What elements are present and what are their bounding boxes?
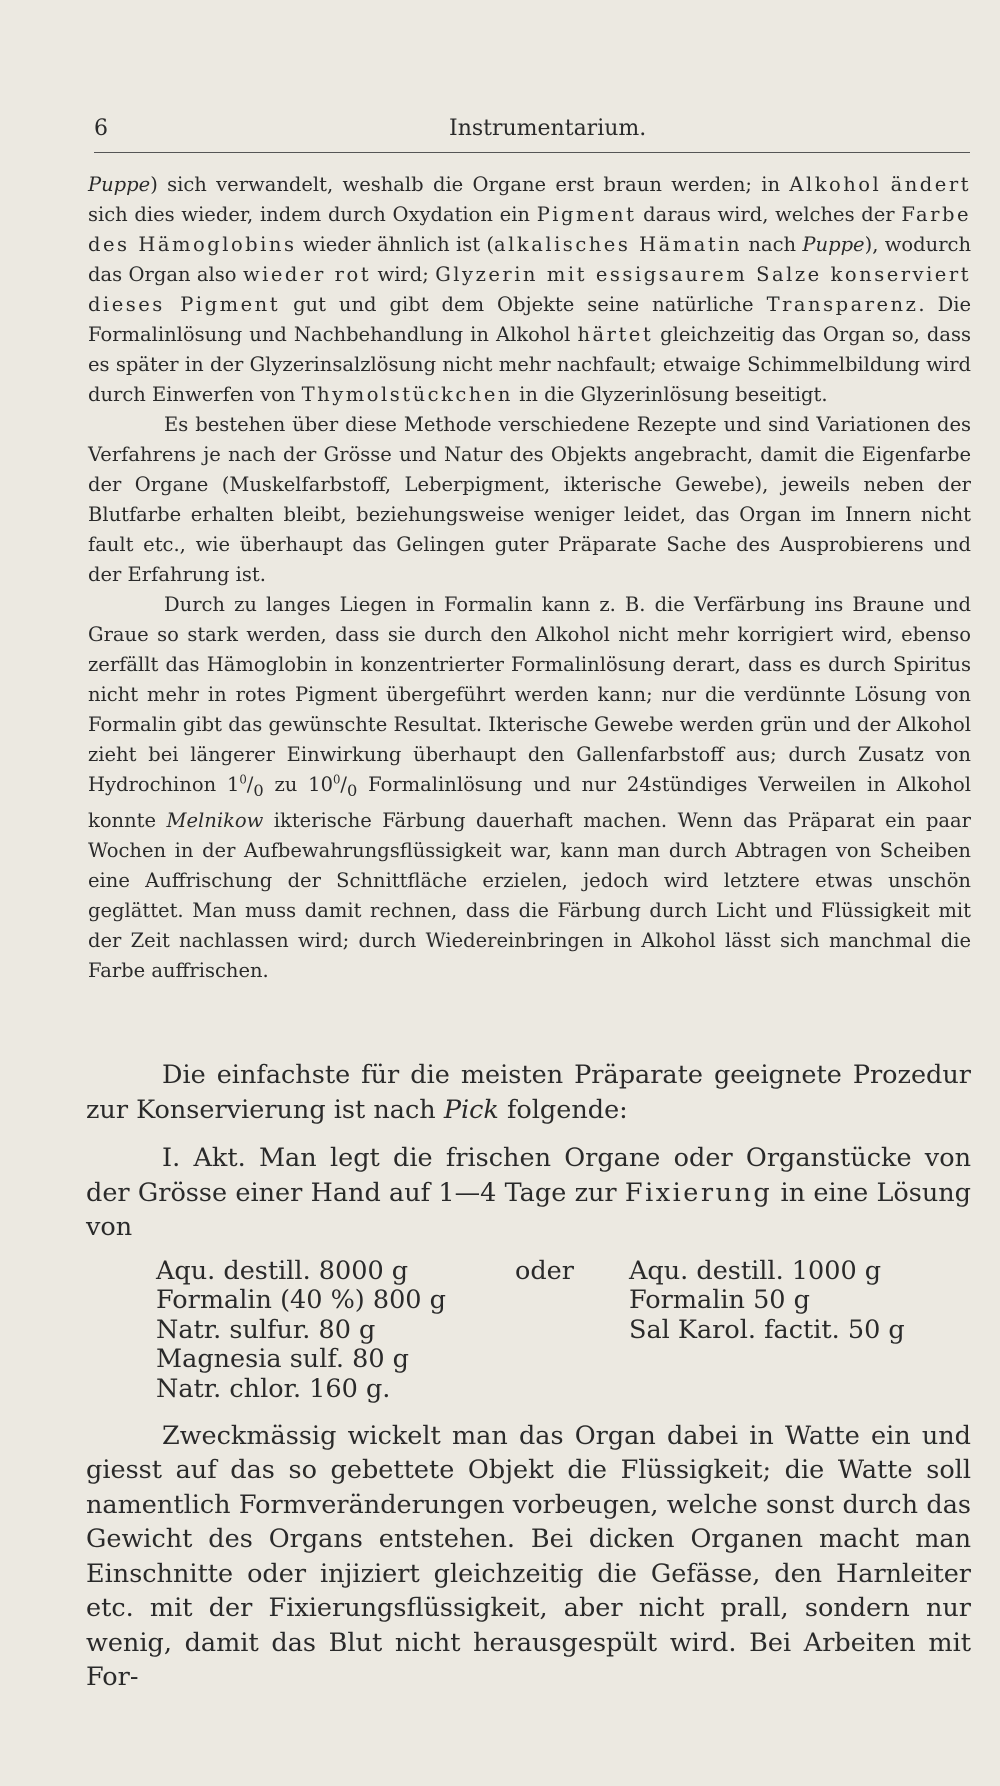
spaced-text: alkalisches Hämatin (494, 233, 743, 256)
italic-text: Puppe (802, 233, 865, 256)
small-print-section (88, 170, 971, 986)
recipe-line: Formalin (40 %) 800 g (156, 1285, 446, 1315)
recipe-line: Sal Karol. factit. 50 g (629, 1314, 905, 1345)
italic-text: Melnikow (166, 808, 264, 832)
paragraph: Puppe) sich verwandelt, weshalb die Organe erst braun werden; in Alkohol ändert sich dies wieder, indem durch Oxydation ein Pigment daraus wird, welches der Farbe des Hämoglobins wieder ähnlich ist (alkalisches Hämatin nach Puppe), wodurch das Organ also wieder rot wird; Glyzerin mit essigsaurem Salze konserviert dieses Pigment gut und gibt dem Objekte seine natürliche Transparenz. Die Formalinlösung und Nachbehandlung in Alkohol härtet gleichzeitig das Organ so, dass es später in der Glyzerinsalzlösung nicht mehr nachfault; etwaige Schimmelbildung wird durch Einwerfen von Thymolstückchen in die Glyzerinlösung beseitigt. (88, 173, 972, 406)
recipe-block (86, 1257, 971, 1409)
recipe-line: Natr. chlor. 160 g. (156, 1373, 391, 1404)
spaced-text: Thymolstückchen (301, 383, 513, 406)
page-header (94, 112, 970, 153)
paragraph: I. Akt. Man legt die frischen Organe oder Organstücke von der Grösse einer Hand auf 1—4 Tage zur Fixierung in eine Lösung von (86, 1143, 972, 1242)
recipe-oder: oder (515, 1255, 574, 1286)
recipe-right (629, 1257, 905, 1346)
italic-text: Puppe (88, 173, 151, 196)
superscript: 0 (239, 772, 247, 787)
spaced-text: härtet (577, 323, 654, 346)
subscript: 0 (253, 780, 264, 800)
spaced-text: wieder rot (242, 263, 372, 286)
spaced-text: Glyzerin mit essigsaurem Salze konserviert dieses Pigment (88, 263, 972, 316)
running-head: Instrumentarium. (449, 116, 647, 141)
spaced-text: Farbe des Hämoglobins (88, 203, 971, 256)
italic-text: Pick (443, 1094, 499, 1125)
paragraph: Es bestehen über diese Methode verschiedene Rezepte und sind Variationen des Verfahrens je nach der Grösse und Natur des Objekts angebracht, damit die Eigenfarbe der Organe (Muskelfarbstoff, Leberpigment, ikterische Gewebe), jeweils neben der Blutfarbe erhalten bleibt, beziehungsweise weniger leidet, das Organ im Innern nicht fault etc., wie überhaupt das Gelingen guter Präparate Sache des Ausprobierens und der Erfahrung ist. (88, 413, 971, 586)
recipe-line: Aqu. destill. 8000 g (156, 1255, 409, 1286)
recipe-line: Formalin 50 g (629, 1285, 810, 1315)
spaced-text: Alkohol (789, 173, 882, 196)
spaced-text: Fixierung (624, 1177, 773, 1208)
recipe-line: Natr. sulfur. 80 g (156, 1314, 376, 1345)
superscript: 0 (332, 772, 341, 787)
recipe-line: Magnesia sulf. 80 g (156, 1344, 409, 1374)
paragraph: Durch zu langes Liegen in Formalin kann z. B. die Verfärbung ins Braune und Graue so stark werden, dass sie durch den Alkohol nicht mehr korrigiert wird, ebenso zerfällt das Hämoglobin in konzentrierter Formalinlösung derart, dass es durch Spiritus nicht mehr in rotes Pigment übergeführt werden kann; nur die verdünnte Lösung von Formalin gibt das gewünschte Resultat. Ikterische Gewebe werden grün und der Alkohol zieht bei längerer Einwirkung überhaupt den Gallenfarbstoff aus; durch Zusatz von Hydrochinon $1^0/_0$ zu $10^0/_0$ Formalinlösung und nur 24stündiges Verweilen in Alkohol konnte Melnikow ikterische Färbung dauerhaft machen. Wenn das Präparat ein paar Wochen in der Aufbewahrungsflüssigkeit war, kann man durch Abtragen von Scheiben eine Auffrischung der Schnittfläche erzielen, jedoch wird letztere etwas unschön geglättet. Man muss damit rechnen, dass die Färbung durch Licht und Flüssigkeit mit der Zeit nachlassen wird; durch Wiedereinbringen in Alkohol lässt sich manchmal die Farbe auffrischen. (88, 593, 972, 982)
page-number: 6 (94, 116, 108, 141)
recipe-left (156, 1257, 446, 1405)
subscript: 0 (347, 780, 358, 800)
recipe-line: Aqu. destill. 1000 g (629, 1255, 882, 1286)
paragraph: Die einfachste für die meisten Präparate geeignete Prozedur zur Konservierung ist nach Pick folgende: (86, 1060, 971, 1125)
paragraph: Zweckmässig wickelt man das Organ dabei in Watte ein und giesst auf das so gebettete Objekt die Flüssigkeit; die Watte soll namentlich Formveränderungen vorbeugen, welche sonst durch das Gewicht des Organs entstehen. Bei dicken Organen macht man Einschnitte oder injiziert gleichzeitig die Gefässe, den Harnleiter etc. mit der Fixierungsflüssigkeit, aber nicht prall, sondern nur wenig, damit das Blut nicht herausgespült wird. Bei Arbeiten mit For- (86, 1420, 971, 1692)
spaced-text: ändert (890, 173, 971, 196)
spaced-text: Pigment (536, 203, 637, 226)
large-print-section (86, 1058, 971, 1695)
spaced-text: Transparenz (766, 293, 919, 316)
